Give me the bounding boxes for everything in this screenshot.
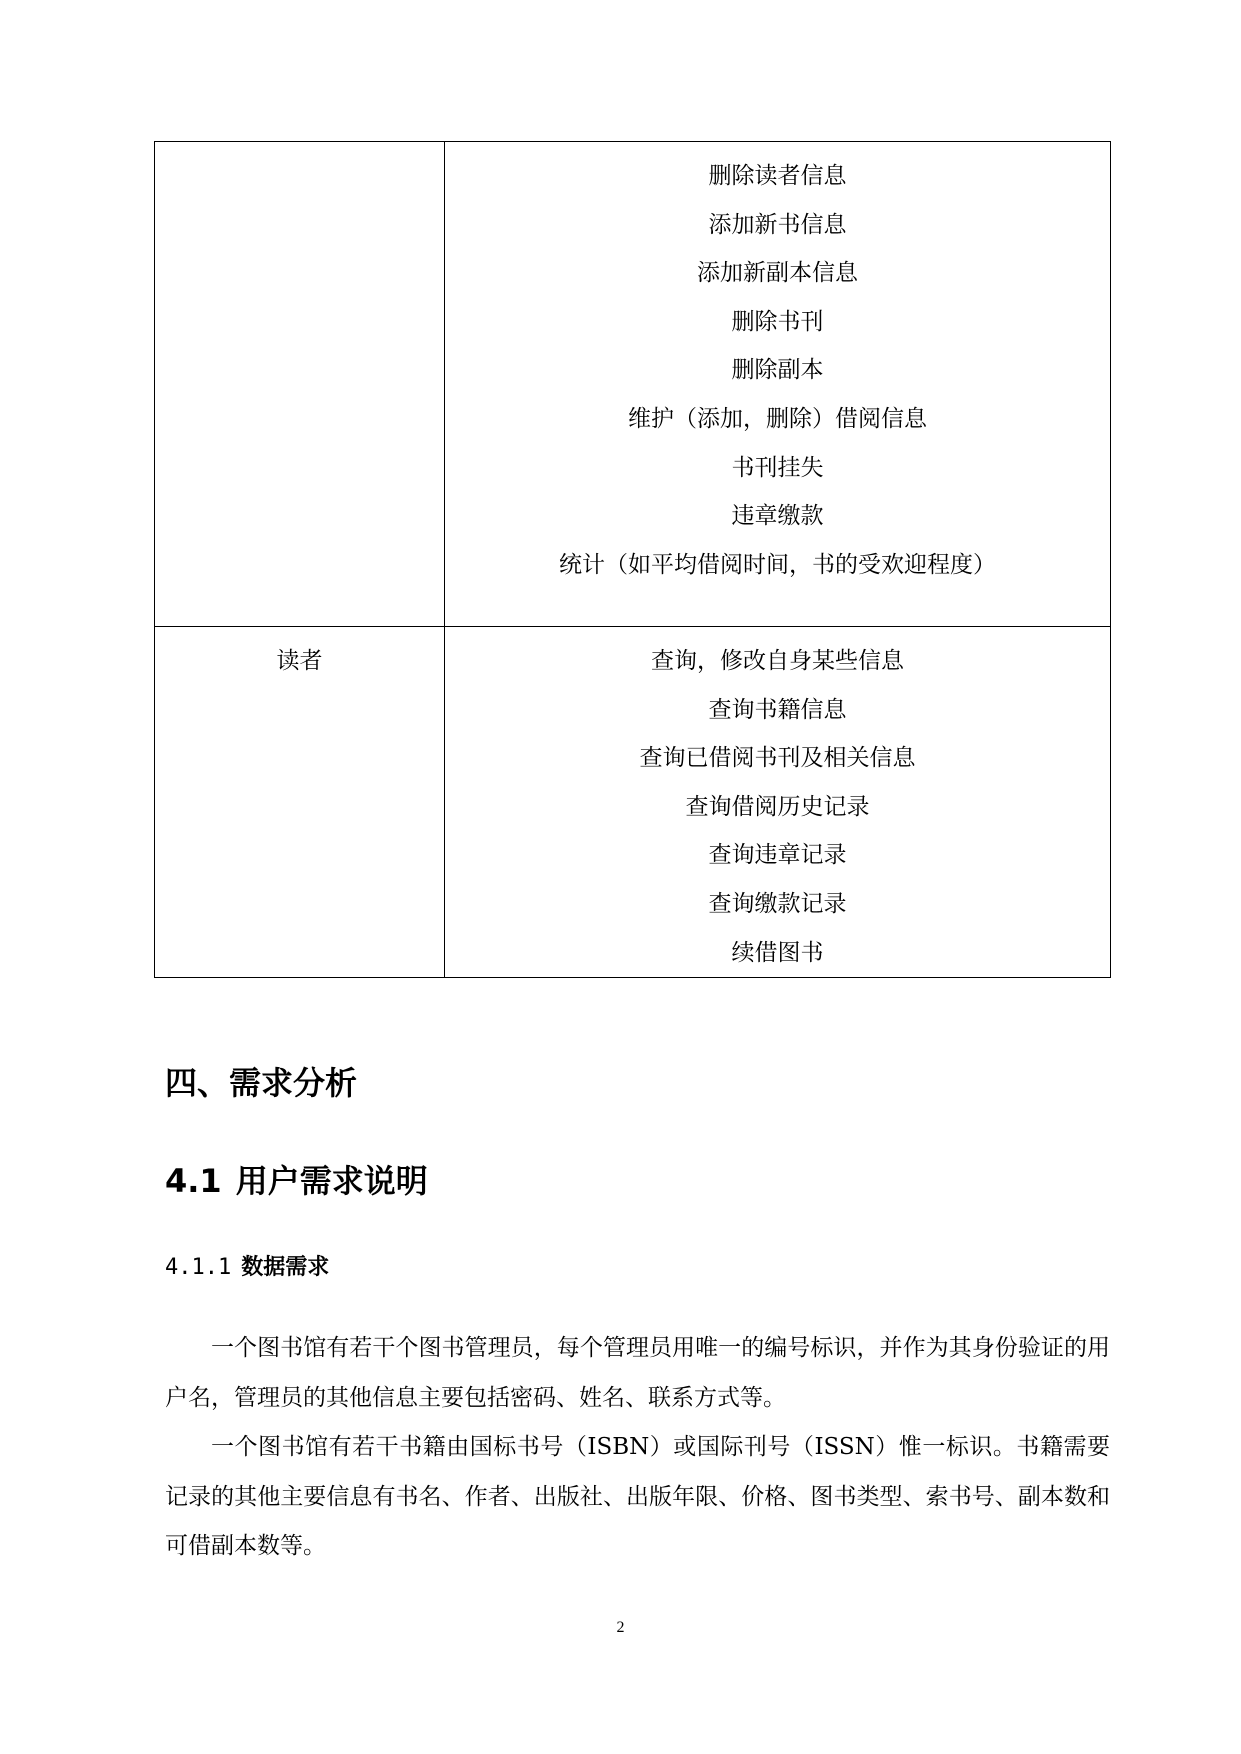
function-item: 查询违章记录 bbox=[708, 842, 847, 869]
function-item: 查询书籍信息 bbox=[708, 696, 847, 723]
paragraph: 一个图书馆有若干个图书管理员，每个管理员用唯一的编号标识，并作为其身份验证的用户名，管理员的其他信息主要包括密码、姓名、联系方式等。 bbox=[165, 1335, 1110, 1411]
paragraph: 一个图书馆有若干书籍由国标书号（ISBN）或国际刊号（ISSN）惟一标识。书籍需要记录的其他主要信息有书名、作者、出版社、出版年限、价格、图书类型、索书号、副本数和可借副本数等。 bbox=[165, 1434, 1110, 1559]
subsection-heading bbox=[165, 1156, 428, 1206]
role-cell bbox=[155, 142, 445, 627]
role-cell bbox=[155, 627, 445, 978]
permissions-table bbox=[154, 141, 1111, 978]
function-item: 续借图书 bbox=[731, 939, 824, 966]
subsubsection-heading bbox=[165, 1250, 329, 1285]
section-heading: 四、需求分析 bbox=[165, 1064, 358, 1102]
role-label bbox=[155, 142, 444, 152]
subsubsection-title: 数据需求 bbox=[241, 1255, 330, 1280]
function-item: 查询缴款记录 bbox=[708, 890, 847, 917]
body-text bbox=[165, 1324, 1110, 1572]
function-item: 违章缴款 bbox=[731, 503, 824, 530]
function-item: 删除读者信息 bbox=[708, 163, 847, 189]
table-row bbox=[155, 627, 1111, 978]
subsection-title: 用户需求说明 bbox=[235, 1162, 428, 1200]
function-item: 查询已借阅书刊及相关信息 bbox=[639, 745, 916, 772]
function-item: 删除副本 bbox=[731, 357, 824, 384]
functions-cell bbox=[445, 142, 1111, 627]
function-item: 添加新书信息 bbox=[708, 211, 847, 238]
subsubsection-number: 4.1.1 bbox=[165, 1255, 232, 1280]
page-number: 2 bbox=[616, 1619, 625, 1636]
function-item: 书刊挂失 bbox=[731, 454, 824, 481]
functions-cell bbox=[445, 627, 1111, 978]
role-label: 读者 bbox=[276, 648, 323, 674]
function-item: 维护（添加，删除）借阅信息 bbox=[628, 405, 927, 432]
subsection-number: 4.1 bbox=[165, 1162, 222, 1200]
function-item: 统计（如平均借阅时间，书的受欢迎程度） bbox=[559, 551, 996, 578]
function-item: 查询，修改自身某些信息 bbox=[651, 648, 904, 674]
table-row bbox=[155, 142, 1111, 627]
function-item: 添加新副本信息 bbox=[697, 260, 858, 287]
function-item: 删除书刊 bbox=[731, 308, 824, 335]
function-item: 查询借阅历史记录 bbox=[685, 793, 870, 820]
